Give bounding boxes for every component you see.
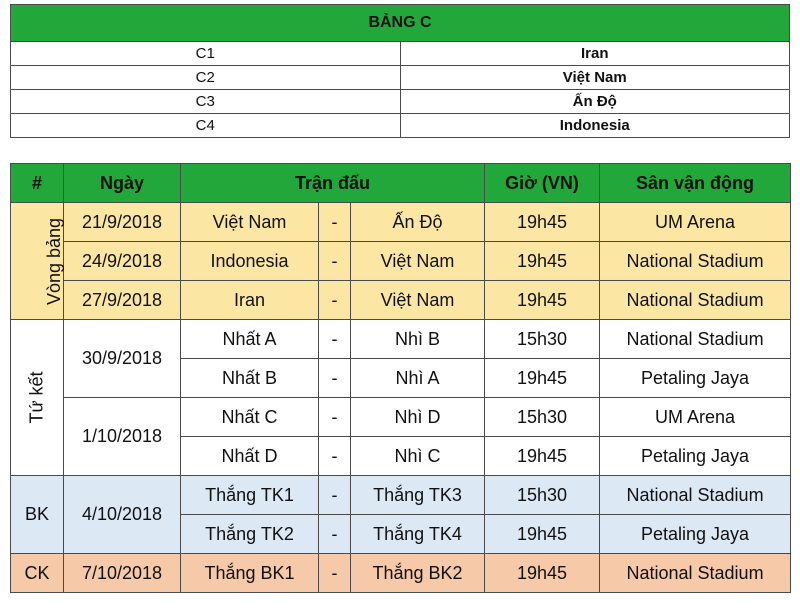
match-time: 19h45 [485,281,600,320]
separator: - [319,281,351,320]
team-code: C1 [11,42,401,66]
stadium: National Stadium [600,476,791,515]
away-team: Nhì D [351,398,485,437]
group-title: BẢNG C [11,5,790,42]
home-team: Thắng TK2 [181,515,319,554]
header-row [11,164,791,203]
home-team: Thắng TK1 [181,476,319,515]
team-code: C2 [11,66,401,90]
match-time: 19h45 [485,242,600,281]
team-name: Indonesia [400,114,790,138]
col-header-stadium: Sân vận động [600,164,791,203]
match-time: 19h45 [485,203,600,242]
table-row [11,281,791,320]
separator: - [319,398,351,437]
col-header-num: # [11,164,64,203]
away-team: Thắng TK4 [351,515,485,554]
separator: - [319,320,351,359]
home-team: Nhất B [181,359,319,398]
stadium: National Stadium [600,242,791,281]
stadium: Petaling Jaya [600,515,791,554]
separator: - [319,554,351,593]
away-team: Thắng TK3 [351,476,485,515]
match-date: 1/10/2018 [64,398,181,476]
match-date: 30/9/2018 [64,320,181,398]
table-row [11,320,791,359]
match-time: 15h30 [485,476,600,515]
home-team: Iran [181,281,319,320]
stadium: National Stadium [600,554,791,593]
col-header-date: Ngày [64,164,181,203]
table-row [11,203,791,242]
away-team: Nhì A [351,359,485,398]
home-team: Indonesia [181,242,319,281]
table-row [11,42,790,66]
away-team: Nhì C [351,437,485,476]
team-name: Việt Nam [400,66,790,90]
match-date: 7/10/2018 [64,554,181,593]
match-time: 19h45 [485,359,600,398]
match-time: 15h30 [485,398,600,437]
match-date: 4/10/2018 [64,476,181,554]
schedule-table [10,163,791,593]
home-team: Nhất D [181,437,319,476]
stage-label-quarter: Tứ kết [11,320,64,476]
home-team: Nhất C [181,398,319,437]
table-row [11,114,790,138]
away-team: Việt Nam [351,281,485,320]
table-row [11,90,790,114]
match-date: 21/9/2018 [64,203,181,242]
separator: - [319,476,351,515]
table-row [11,398,791,437]
stadium: UM Arena [600,203,791,242]
team-code: C3 [11,90,401,114]
group-table [10,4,790,138]
stage-label-group: Vòng bảng [11,203,64,320]
table-row [11,476,791,515]
stadium: National Stadium [600,320,791,359]
separator: - [319,359,351,398]
col-header-time: Giờ (VN) [485,164,600,203]
separator: - [319,203,351,242]
stadium: Petaling Jaya [600,437,791,476]
home-team: Việt Nam [181,203,319,242]
team-name: Ấn Độ [400,90,790,114]
match-time: 19h45 [485,437,600,476]
separator: - [319,437,351,476]
stadium: UM Arena [600,398,791,437]
home-team: Nhất A [181,320,319,359]
home-team: Thắng BK1 [181,554,319,593]
match-date: 27/9/2018 [64,281,181,320]
table-row [11,242,791,281]
match-date: 24/9/2018 [64,242,181,281]
team-code: C4 [11,114,401,138]
stage-label-semi: BK [11,476,64,554]
stage-label-final: CK [11,554,64,593]
stadium: National Stadium [600,281,791,320]
match-time: 19h45 [485,554,600,593]
away-team: Ấn Độ [351,203,485,242]
separator: - [319,242,351,281]
stadium: Petaling Jaya [600,359,791,398]
match-time: 15h30 [485,320,600,359]
team-name: Iran [400,42,790,66]
away-team: Nhì B [351,320,485,359]
away-team: Việt Nam [351,242,485,281]
away-team: Thắng BK2 [351,554,485,593]
table-row [11,66,790,90]
separator: - [319,515,351,554]
match-time: 19h45 [485,515,600,554]
col-header-match: Trận đấu [181,164,485,203]
table-row [11,554,791,593]
